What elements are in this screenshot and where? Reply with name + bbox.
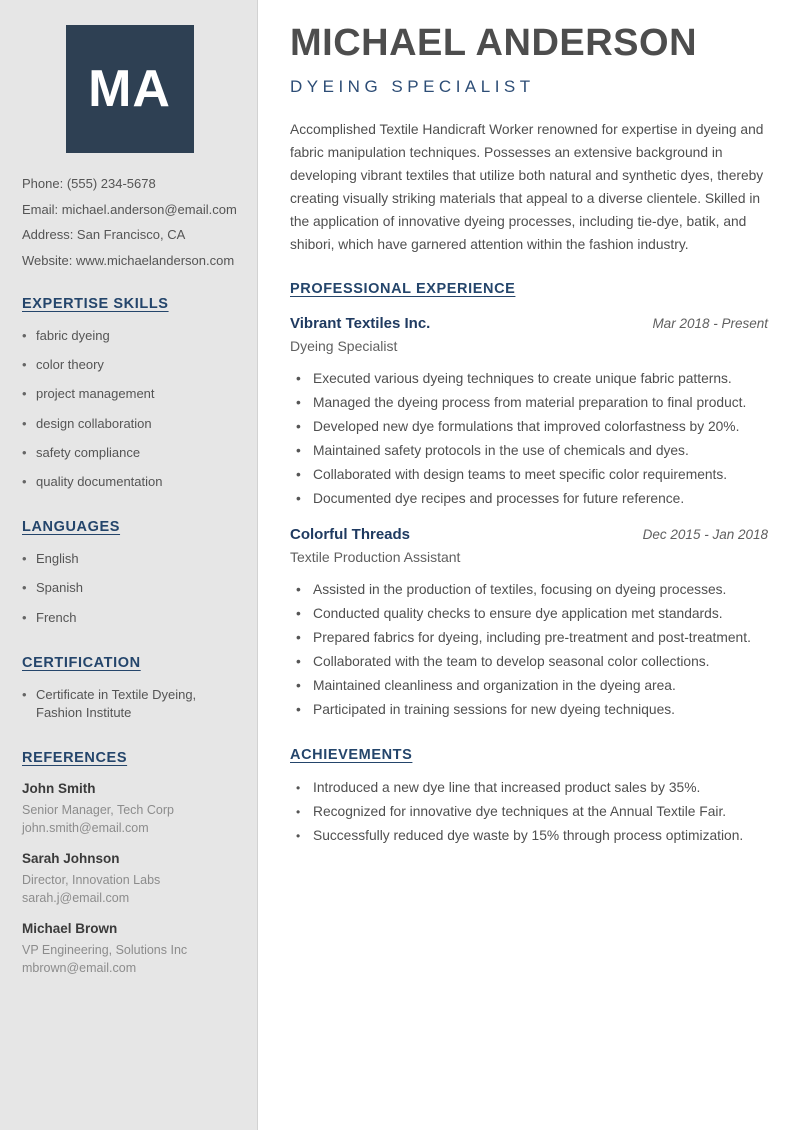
avatar-initials: MA [88,60,171,118]
skill-item: • color theory [22,356,237,375]
experience-bullet: • Executed various dyeing techniques to create unique fabric patterns. [296,369,768,388]
reference-person [22,851,237,907]
reference-email: john.smith@email.com [22,821,149,836]
experience-bullet: • Collaborated with design teams to meet specific color requirements. [296,465,768,484]
role-title: Dyeing Specialist [290,337,398,354]
company-name: Vibrant Textiles Inc. [290,314,431,332]
certification-section [22,655,237,724]
sidebar [0,0,258,1130]
experience-entry [290,526,768,719]
reference-person [22,781,237,837]
experience-bullet: • Developed new dye formulations that improved colorfastness by 20%. [296,417,768,436]
languages-section [22,519,237,628]
candidate-job-title: DYEING SPECIALIST [290,76,535,96]
contact-email: Email: michael.anderson@email.com [22,201,237,217]
skills-list [22,327,237,493]
skill-item: • fabric dyeing [22,327,237,346]
language-item: • English [22,550,237,569]
achievement-bullet: • Successfully reduced dye waste by 15% through process optimization. [296,826,768,845]
contact-website: Website: www.michaelanderson.com [22,252,235,268]
certification-heading: CERTIFICATION [22,654,141,671]
contact-phone: Phone: (555) 234-5678 [22,176,156,191]
experience-bullet-list [290,580,768,719]
experience-bullet: • Prepared fabrics for dyeing, including pre-treatment and post-treatment. [296,628,768,647]
experience-bullet: • Conducted quality checks to ensure dye application met standards. [296,604,768,623]
avatar [66,25,194,153]
experience-bullet: • Managed the dyeing process from material preparation to final product. [296,393,768,412]
languages-heading: LANGUAGES [22,519,121,536]
references-heading: REFERENCES [22,750,128,767]
main-content [258,0,800,1130]
reference-email: mbrown@email.com [22,961,137,976]
skills-heading: EXPERTISE SKILLS [22,295,169,312]
employment-dates: Dec 2015 - Jan 2018 [642,526,768,542]
languages-list [22,550,237,628]
reference-name: Sarah Johnson [22,851,120,867]
achievements-section [290,747,768,845]
employment-dates: Mar 2018 - Present [652,315,768,331]
experience-bullet: • Assisted in the production of textiles, focusing on dyeing processes. [296,580,768,599]
skill-item: • project management [22,385,237,404]
achievements-heading: ACHIEVEMENTS [290,746,413,763]
reference-person [22,921,237,977]
language-item: • French [22,609,237,628]
candidate-name: MICHAEL ANDERSON [290,22,698,64]
skill-item: • quality documentation [22,473,237,492]
achievement-bullet: • Introduced a new dye line that increased product sales by 35%. [296,778,768,797]
references-section [22,750,237,977]
reference-name: Michael Brown [22,921,118,937]
experience-bullet: • Maintained safety protocols in the use of chemicals and dyes. [296,441,768,460]
experience-entry-header [290,315,768,332]
role-title: Textile Production Assistant [290,548,461,565]
experience-entry [290,315,768,508]
experience-bullet-list [290,369,768,508]
contact-address: Address: San Francisco, CA [22,227,186,242]
achievement-bullet: • Recognized for innovative dye techniques at the Annual Textile Fair. [296,802,768,821]
company-name: Colorful Threads [290,525,411,543]
reference-name: John Smith [22,781,96,797]
experience-bullet: • Collaborated with the team to develop seasonal color collections. [296,652,768,671]
certification-list [22,686,237,724]
reference-email: sarah.j@email.com [22,891,130,906]
experience-bullet: • Participated in training sessions for new dyeing techniques. [296,700,768,719]
skill-item: • design collaboration [22,415,237,434]
skills-section [22,296,237,493]
experience-heading: PROFESSIONAL EXPERIENCE [290,280,516,297]
experience-entry-header [290,526,768,543]
skill-item: • safety compliance [22,444,237,463]
summary-paragraph: Accomplished Textile Handicraft Worker renowned for expertise in dyeing and fabric manipulation techniques. Possesses an extensive background in developing vibrant textiles that utilize both natural and synthetic dyes, thereby creating visually striking materials that appeal to a diverse clientele. Skilled in the application of innovative dyeing processes, including tie-dye, batik, and shibori, which have garnered attention within the fashion industry. [290,121,764,252]
language-item: • Spanish [22,579,237,598]
experience-bullet: • Documented dye recipes and processes for future reference. [296,489,768,508]
certification-item: • Certificate in Textile Dyeing, Fashion Institute [22,686,237,724]
contact-info [22,175,237,269]
achievements-list [290,778,768,845]
reference-role: Senior Manager, Tech Corp [22,803,174,818]
experience-bullet: • Maintained cleanliness and organization in the dyeing area. [296,676,768,695]
reference-role: Director, Innovation Labs [22,873,161,888]
reference-role: VP Engineering, Solutions Inc [22,943,188,958]
